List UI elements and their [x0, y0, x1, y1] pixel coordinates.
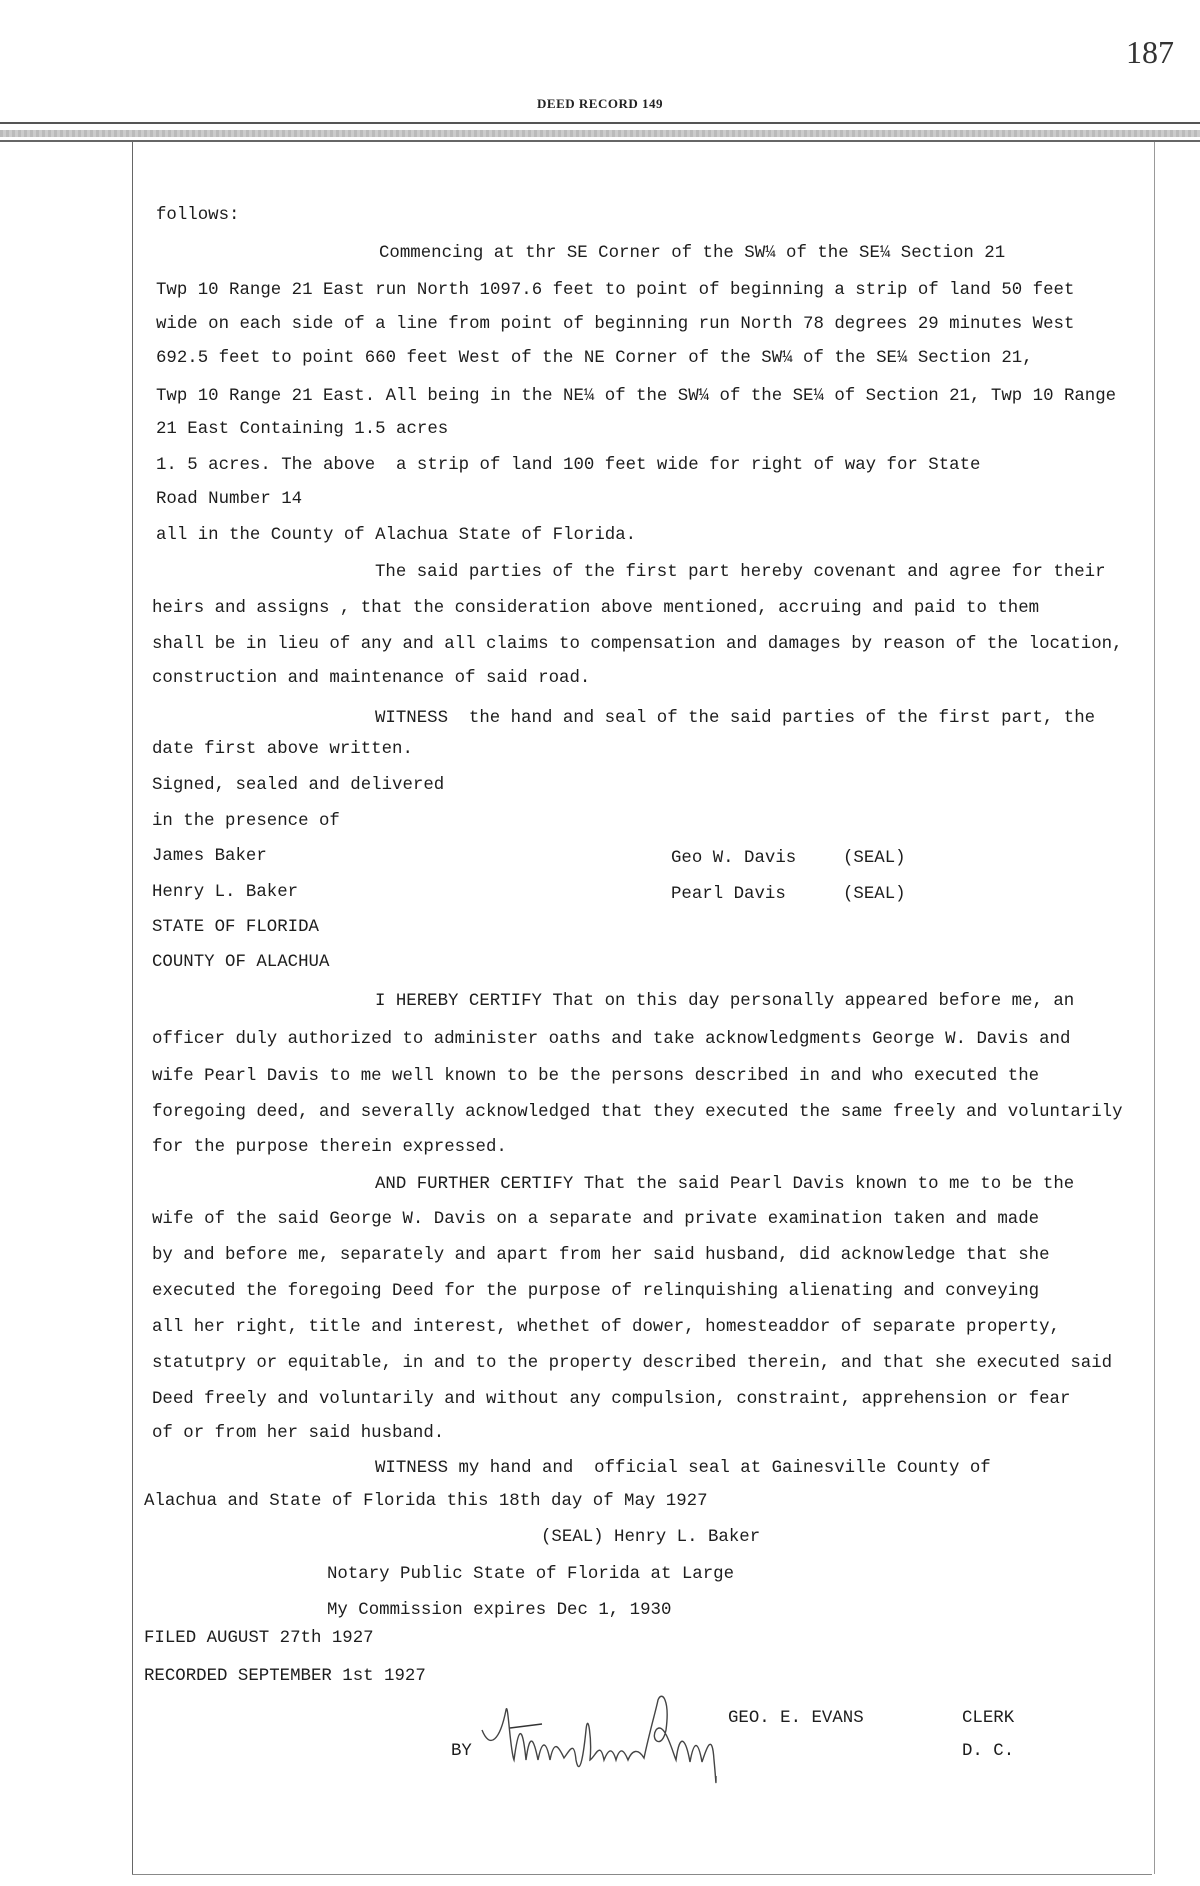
text-line: all in the County of Alachua State of Florida.	[156, 526, 637, 545]
text-line: statutpry or equitable, in and to the property described therein, and that she executed said	[152, 1354, 1113, 1373]
header-rule-band	[0, 130, 1200, 137]
deputy-clerk-title: D. C.	[962, 1742, 1015, 1761]
book-header: DEED RECORD 149	[537, 96, 663, 111]
text-line: of or from her said husband.	[152, 1424, 445, 1443]
text-line: WITNESS my hand and official seal at Gainesville County of	[375, 1459, 991, 1478]
text-line: 692.5 feet to point 660 feet West of the NE Corner of the SW¼ of the SE¼ Section 21,	[156, 349, 1033, 368]
filed-date: FILED AUGUST 27th 1927	[144, 1629, 374, 1648]
text-line: heirs and assigns , that the consideration above mentioned, accruing and paid to them	[152, 599, 1040, 618]
recorded-date: RECORDED SEPTEMBER 1st 1927	[144, 1667, 426, 1686]
text-line: date first above written.	[152, 740, 413, 759]
text-line: wide on each side of a line from point of beginning run North 78 degrees 29 minutes West	[156, 315, 1075, 334]
text-line: Road Number 14	[156, 490, 303, 509]
text-line: construction and maintenance of said road.	[152, 669, 591, 688]
text-line: all her right, title and interest, whethet of dower, homesteaddor of separate property,	[152, 1318, 1060, 1337]
commission-expiry: My Commission expires Dec 1, 1930	[327, 1601, 672, 1620]
notary-signature-line: (SEAL) Henry L. Baker	[541, 1528, 761, 1547]
text-line: officer duly authorized to administer oaths and take acknowledgments George W. Davis and	[152, 1030, 1071, 1049]
page-number: 187	[1126, 34, 1174, 70]
text-line: Commencing at thr SE Corner of the SW¼ of the SE¼ Section 21	[379, 244, 1006, 263]
bottom-rule	[132, 1874, 1152, 1875]
text-line: by and before me, separately and apart from her said husband, did acknowledge that she	[152, 1246, 1050, 1265]
text-line: AND FURTHER CERTIFY That the said Pearl Davis known to me to be the	[375, 1175, 1075, 1194]
text-line: WITNESS the hand and seal of the said parties of the first part, the	[375, 709, 1096, 728]
header-rule	[0, 140, 1200, 142]
clerk-name: GEO. E. EVANS	[728, 1709, 864, 1728]
notary-title: Notary Public State of Florida at Large	[327, 1565, 735, 1584]
grantor-name: Pearl Davis	[671, 885, 786, 904]
grantor-name: Geo W. Davis	[671, 849, 797, 868]
text-line: 1. 5 acres. The above a strip of land 100 feet wide for right of way for State	[156, 456, 981, 475]
text-line: for the purpose therein expressed.	[152, 1138, 507, 1157]
text-line: shall be in lieu of any and all claims to compensation and damages by reason of the location,	[152, 635, 1123, 654]
header-rule	[0, 122, 1200, 124]
text-line: STATE OF FLORIDA	[152, 918, 319, 937]
handwritten-signature	[480, 1690, 760, 1790]
text-line: Deed freely and voluntarily and without any compulsion, constraint, apprehension or fear	[152, 1390, 1071, 1409]
clerk-title: CLERK	[962, 1709, 1015, 1728]
by-label: BY	[451, 1742, 472, 1761]
text-line: foregoing deed, and severally acknowledged that they executed the same freely and voluntarily	[152, 1103, 1123, 1122]
text-line: executed the foregoing Deed for the purpose of relinquishing alienating and conveying	[152, 1282, 1040, 1301]
text-line: wife of the said George W. Davis on a separate and private examination taken and made	[152, 1210, 1040, 1229]
text-line: in the presence of	[152, 812, 340, 831]
witness-name: Henry L. Baker	[152, 883, 299, 902]
text-line: COUNTY OF ALACHUA	[152, 953, 330, 972]
seal-mark: (SEAL)	[843, 885, 906, 904]
text-line: Signed, sealed and delivered	[152, 776, 445, 795]
text-line: Alachua and State of Florida this 18th day of May 1927	[144, 1492, 708, 1511]
text-line: The said parties of the first part hereby covenant and agree for their	[375, 563, 1106, 582]
seal-mark: (SEAL)	[843, 849, 906, 868]
witness-name: James Baker	[152, 847, 267, 866]
text-line: Twp 10 Range 21 East. All being in the NE¼ of the SW¼ of the SE¼ of Section 21, Twp 10 Range	[156, 387, 1117, 406]
right-margin-line	[1154, 142, 1155, 1874]
text-line: 21 East Containing 1.5 acres	[156, 420, 449, 439]
text-line: wife Pearl Davis to me well known to be the persons described in and who executed the	[152, 1067, 1040, 1086]
text-line: I HEREBY CERTIFY That on this day personally appeared before me, an	[375, 992, 1075, 1011]
text-line: follows:	[156, 206, 240, 225]
text-line: Twp 10 Range 21 East run North 1097.6 feet to point of beginning a strip of land 50 feet	[156, 281, 1075, 300]
left-margin-line	[132, 142, 133, 1874]
